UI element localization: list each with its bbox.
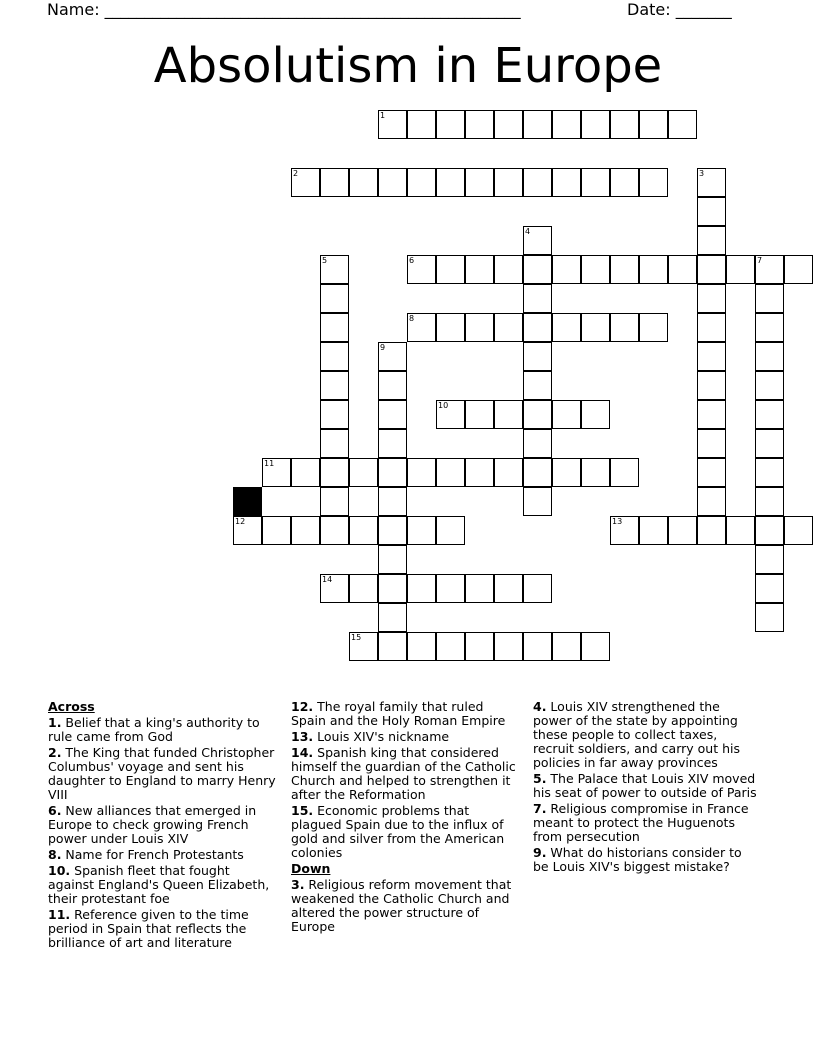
grid-cell[interactable] — [349, 458, 378, 487]
grid-cell[interactable] — [407, 168, 436, 197]
clue-text: Belief that a king's authority to rule came from God — [48, 715, 260, 744]
clue-text: Economic problems that plagued Spain due to the influx of gold and silver from the American colonies — [291, 803, 505, 860]
clue-item — [48, 864, 276, 906]
grid-cell[interactable] — [378, 487, 407, 516]
grid-cell[interactable] — [639, 516, 668, 545]
clue-num: 11. — [48, 907, 71, 922]
grid-cell[interactable] — [349, 574, 378, 603]
grid-cell[interactable] — [407, 632, 436, 661]
clue-item — [291, 746, 519, 802]
grid-cell[interactable] — [378, 545, 407, 574]
grid-cell[interactable] — [755, 545, 784, 574]
clue-text: Name for French Protestants — [61, 847, 244, 862]
section-heading: Down — [291, 861, 331, 876]
grid-cell[interactable] — [697, 400, 726, 429]
grid-cell[interactable] — [494, 400, 523, 429]
grid-cell[interactable] — [378, 429, 407, 458]
page-title: Absolutism in Europe — [153, 38, 663, 94]
grid-cell[interactable] — [465, 255, 494, 284]
clue-item — [291, 804, 519, 860]
grid-cell[interactable] — [465, 400, 494, 429]
grid-cell[interactable] — [639, 110, 668, 139]
grid-cell[interactable] — [581, 313, 610, 342]
clue-number-7: 7 — [757, 256, 763, 265]
clue-number-14: 14 — [322, 575, 333, 584]
grid-cell[interactable] — [378, 168, 407, 197]
section-heading: Across — [48, 699, 95, 714]
clue-item — [48, 848, 276, 862]
grid-cell[interactable] — [523, 429, 552, 458]
grid-cell[interactable] — [349, 516, 378, 545]
grid-cell[interactable] — [697, 284, 726, 313]
grid-cell[interactable] — [552, 255, 581, 284]
grid-cell[interactable] — [407, 516, 436, 545]
clue-text: The Palace that Louis XIV moved his seat of power to outside of Paris — [533, 771, 757, 800]
clue-text: Spanish king that considered himself the guardian of the Catholic Church and helped to strengthen it after the Reformation — [291, 745, 516, 802]
clue-num: 5. — [533, 771, 547, 786]
clue-text: Louis XIV strengthened the power of the state by appointing these people to collect taxes, recruit soldiers, and carry out his policies in far away provinces — [533, 699, 740, 770]
clue-item — [533, 700, 761, 770]
grid-cell[interactable] — [610, 313, 639, 342]
grid-cell[interactable] — [523, 400, 552, 429]
grid-cell[interactable] — [320, 342, 349, 371]
grid-cell[interactable] — [523, 313, 552, 342]
grid-cell[interactable] — [407, 110, 436, 139]
grid-cell[interactable] — [494, 110, 523, 139]
grid-cell[interactable] — [523, 110, 552, 139]
grid-cell[interactable] — [494, 168, 523, 197]
clue-num: 6. — [48, 803, 62, 818]
clue-item — [533, 846, 761, 874]
clue-item — [48, 716, 276, 744]
grid-cell[interactable] — [320, 371, 349, 400]
clue-item — [291, 700, 519, 728]
clue-number-4: 4 — [525, 227, 531, 236]
grid-cell[interactable] — [494, 313, 523, 342]
grid-cell[interactable] — [755, 603, 784, 632]
grid-cell[interactable] — [755, 313, 784, 342]
grid-cell[interactable] — [552, 458, 581, 487]
grid-cell[interactable] — [697, 342, 726, 371]
clue-num: 1. — [48, 715, 62, 730]
grid-cell[interactable] — [407, 458, 436, 487]
grid-cell[interactable] — [523, 342, 552, 371]
grid-cell[interactable] — [755, 458, 784, 487]
clue-text: Religious compromise in France meant to protect the Huguenots from persecution — [533, 801, 749, 844]
grid-cell[interactable] — [494, 632, 523, 661]
clue-num: 15. — [291, 803, 314, 818]
clue-number-3: 3 — [699, 169, 705, 178]
grid-cell[interactable] — [262, 516, 291, 545]
clue-text: Louis XIV's nickname — [313, 729, 450, 744]
grid-cell[interactable] — [494, 458, 523, 487]
grid-cell[interactable] — [639, 313, 668, 342]
clue-item — [291, 730, 519, 744]
grid-cell[interactable] — [465, 574, 494, 603]
grid-cell[interactable] — [755, 516, 784, 545]
clue-num: 12. — [291, 699, 314, 714]
grid-cell[interactable] — [552, 632, 581, 661]
grid-cell[interactable] — [349, 168, 378, 197]
clue-number-6: 6 — [409, 256, 415, 265]
clue-text: New alliances that emerged in Europe to check growing French power under Louis XIV — [48, 803, 257, 846]
black-cell — [233, 487, 262, 516]
clue-item — [533, 802, 761, 844]
grid-cell[interactable] — [320, 429, 349, 458]
grid-cell[interactable] — [291, 516, 320, 545]
grid-cell[interactable] — [697, 487, 726, 516]
grid-cell[interactable] — [523, 168, 552, 197]
grid-cell[interactable] — [697, 516, 726, 545]
grid-cell[interactable] — [320, 516, 349, 545]
grid-cell[interactable] — [378, 632, 407, 661]
clue-number-2: 2 — [293, 169, 299, 178]
grid-cell[interactable] — [378, 371, 407, 400]
grid-cell[interactable] — [610, 458, 639, 487]
grid-cell[interactable] — [378, 516, 407, 545]
grid-cell[interactable] — [697, 313, 726, 342]
grid-cell[interactable] — [436, 168, 465, 197]
grid-cell[interactable] — [697, 197, 726, 226]
grid-cell[interactable] — [378, 603, 407, 632]
grid-cell[interactable] — [320, 487, 349, 516]
clue-num: 2. — [48, 745, 62, 760]
grid-cell[interactable] — [552, 313, 581, 342]
clue-text: What do historians consider to be Louis XIV's biggest mistake? — [533, 845, 742, 874]
grid-cell[interactable] — [436, 632, 465, 661]
clue-number-11: 11 — [264, 459, 275, 468]
grid-cell[interactable] — [581, 458, 610, 487]
grid-cell[interactable] — [465, 168, 494, 197]
clue-number-12: 12 — [235, 517, 246, 526]
grid-cell[interactable] — [755, 284, 784, 313]
clue-num: 13. — [291, 729, 314, 744]
clue-number-13: 13 — [612, 517, 623, 526]
grid-cell[interactable] — [639, 255, 668, 284]
grid-cell[interactable] — [320, 284, 349, 313]
clues-column-3 — [533, 700, 761, 876]
grid-cell[interactable] — [523, 255, 552, 284]
grid-cell[interactable] — [755, 487, 784, 516]
grid-cell[interactable] — [697, 255, 726, 284]
clue-number-1: 1 — [380, 111, 386, 120]
grid-cell[interactable] — [320, 458, 349, 487]
grid-cell[interactable] — [697, 429, 726, 458]
clue-num: 7. — [533, 801, 547, 816]
grid-cell[interactable] — [755, 342, 784, 371]
grid-cell[interactable] — [552, 400, 581, 429]
clue-item — [48, 908, 276, 950]
grid-cell[interactable] — [697, 226, 726, 255]
grid-cell[interactable] — [784, 255, 813, 284]
clue-num: 4. — [533, 699, 547, 714]
grid-cell[interactable] — [581, 255, 610, 284]
date-field-label: Date: _______ — [627, 0, 732, 19]
grid-cell[interactable] — [668, 516, 697, 545]
grid-cell[interactable] — [378, 400, 407, 429]
clue-number-15: 15 — [351, 633, 362, 642]
clue-item — [533, 772, 761, 800]
grid-cell[interactable] — [552, 168, 581, 197]
grid-cell[interactable] — [320, 168, 349, 197]
grid-cell[interactable] — [581, 168, 610, 197]
grid-cell[interactable] — [436, 574, 465, 603]
clue-num: 9. — [533, 845, 547, 860]
clue-item — [291, 878, 519, 934]
grid-cell[interactable] — [436, 255, 465, 284]
clue-number-5: 5 — [322, 256, 328, 265]
clue-item — [48, 746, 276, 802]
clue-num: 8. — [48, 847, 62, 862]
clue-text: The royal family that ruled Spain and the Holy Roman Empire — [291, 699, 506, 728]
grid-cell[interactable] — [436, 313, 465, 342]
grid-cell[interactable] — [436, 516, 465, 545]
grid-cell[interactable] — [552, 110, 581, 139]
grid-cell[interactable] — [320, 400, 349, 429]
clue-num: 10. — [48, 863, 71, 878]
clue-num: 3. — [291, 877, 305, 892]
grid-cell[interactable] — [755, 574, 784, 603]
grid-cell[interactable] — [465, 632, 494, 661]
grid-cell[interactable] — [465, 313, 494, 342]
grid-cell[interactable] — [726, 255, 755, 284]
clues-column-1 — [48, 700, 276, 952]
grid-cell[interactable] — [523, 371, 552, 400]
grid-cell[interactable] — [291, 458, 320, 487]
grid-cell[interactable] — [581, 400, 610, 429]
grid-cell[interactable] — [784, 516, 813, 545]
grid-cell[interactable] — [755, 429, 784, 458]
grid-cell[interactable] — [523, 574, 552, 603]
name-field-label: Name: ____________________________________________________ — [47, 0, 521, 19]
grid-cell[interactable] — [755, 400, 784, 429]
grid-cell[interactable] — [523, 487, 552, 516]
grid-cell[interactable] — [320, 313, 349, 342]
grid-cell[interactable] — [494, 255, 523, 284]
grid-cell[interactable] — [581, 110, 610, 139]
grid-cell[interactable] — [755, 371, 784, 400]
clues-column-2 — [291, 700, 519, 936]
grid-cell[interactable] — [697, 458, 726, 487]
grid-cell[interactable] — [610, 168, 639, 197]
grid-cell[interactable] — [668, 110, 697, 139]
grid-cell[interactable] — [523, 284, 552, 313]
clue-text: Religious reform movement that weakened the Catholic Church and altered the power structure of Europe — [291, 877, 512, 934]
grid-cell[interactable] — [697, 371, 726, 400]
grid-cell[interactable] — [378, 574, 407, 603]
clue-item — [48, 804, 276, 846]
grid-cell[interactable] — [407, 574, 436, 603]
grid-cell[interactable] — [639, 168, 668, 197]
grid-cell[interactable] — [436, 458, 465, 487]
grid-cell[interactable] — [378, 458, 407, 487]
grid-cell[interactable] — [581, 632, 610, 661]
clue-number-10: 10 — [438, 401, 449, 410]
grid-cell[interactable] — [523, 632, 552, 661]
clue-num: 14. — [291, 745, 314, 760]
clue-text: The King that funded Christopher Columbus' voyage and sent his daughter to England to marry Henry VIII — [48, 745, 276, 802]
clue-number-9: 9 — [380, 343, 386, 352]
grid-cell[interactable] — [610, 110, 639, 139]
grid-cell[interactable] — [610, 255, 639, 284]
grid-cell[interactable] — [465, 110, 494, 139]
grid-cell[interactable] — [668, 255, 697, 284]
grid-cell[interactable] — [465, 458, 494, 487]
clue-text: Spanish fleet that fought against England's Queen Elizabeth, their protestant foe — [48, 863, 270, 906]
clue-text: Reference given to the time period in Spain that reflects the brilliance of art and literature — [48, 907, 249, 950]
grid-cell[interactable] — [523, 458, 552, 487]
clue-number-8: 8 — [409, 314, 415, 323]
grid-cell[interactable] — [494, 574, 523, 603]
grid-cell[interactable] — [436, 110, 465, 139]
grid-cell[interactable] — [726, 516, 755, 545]
